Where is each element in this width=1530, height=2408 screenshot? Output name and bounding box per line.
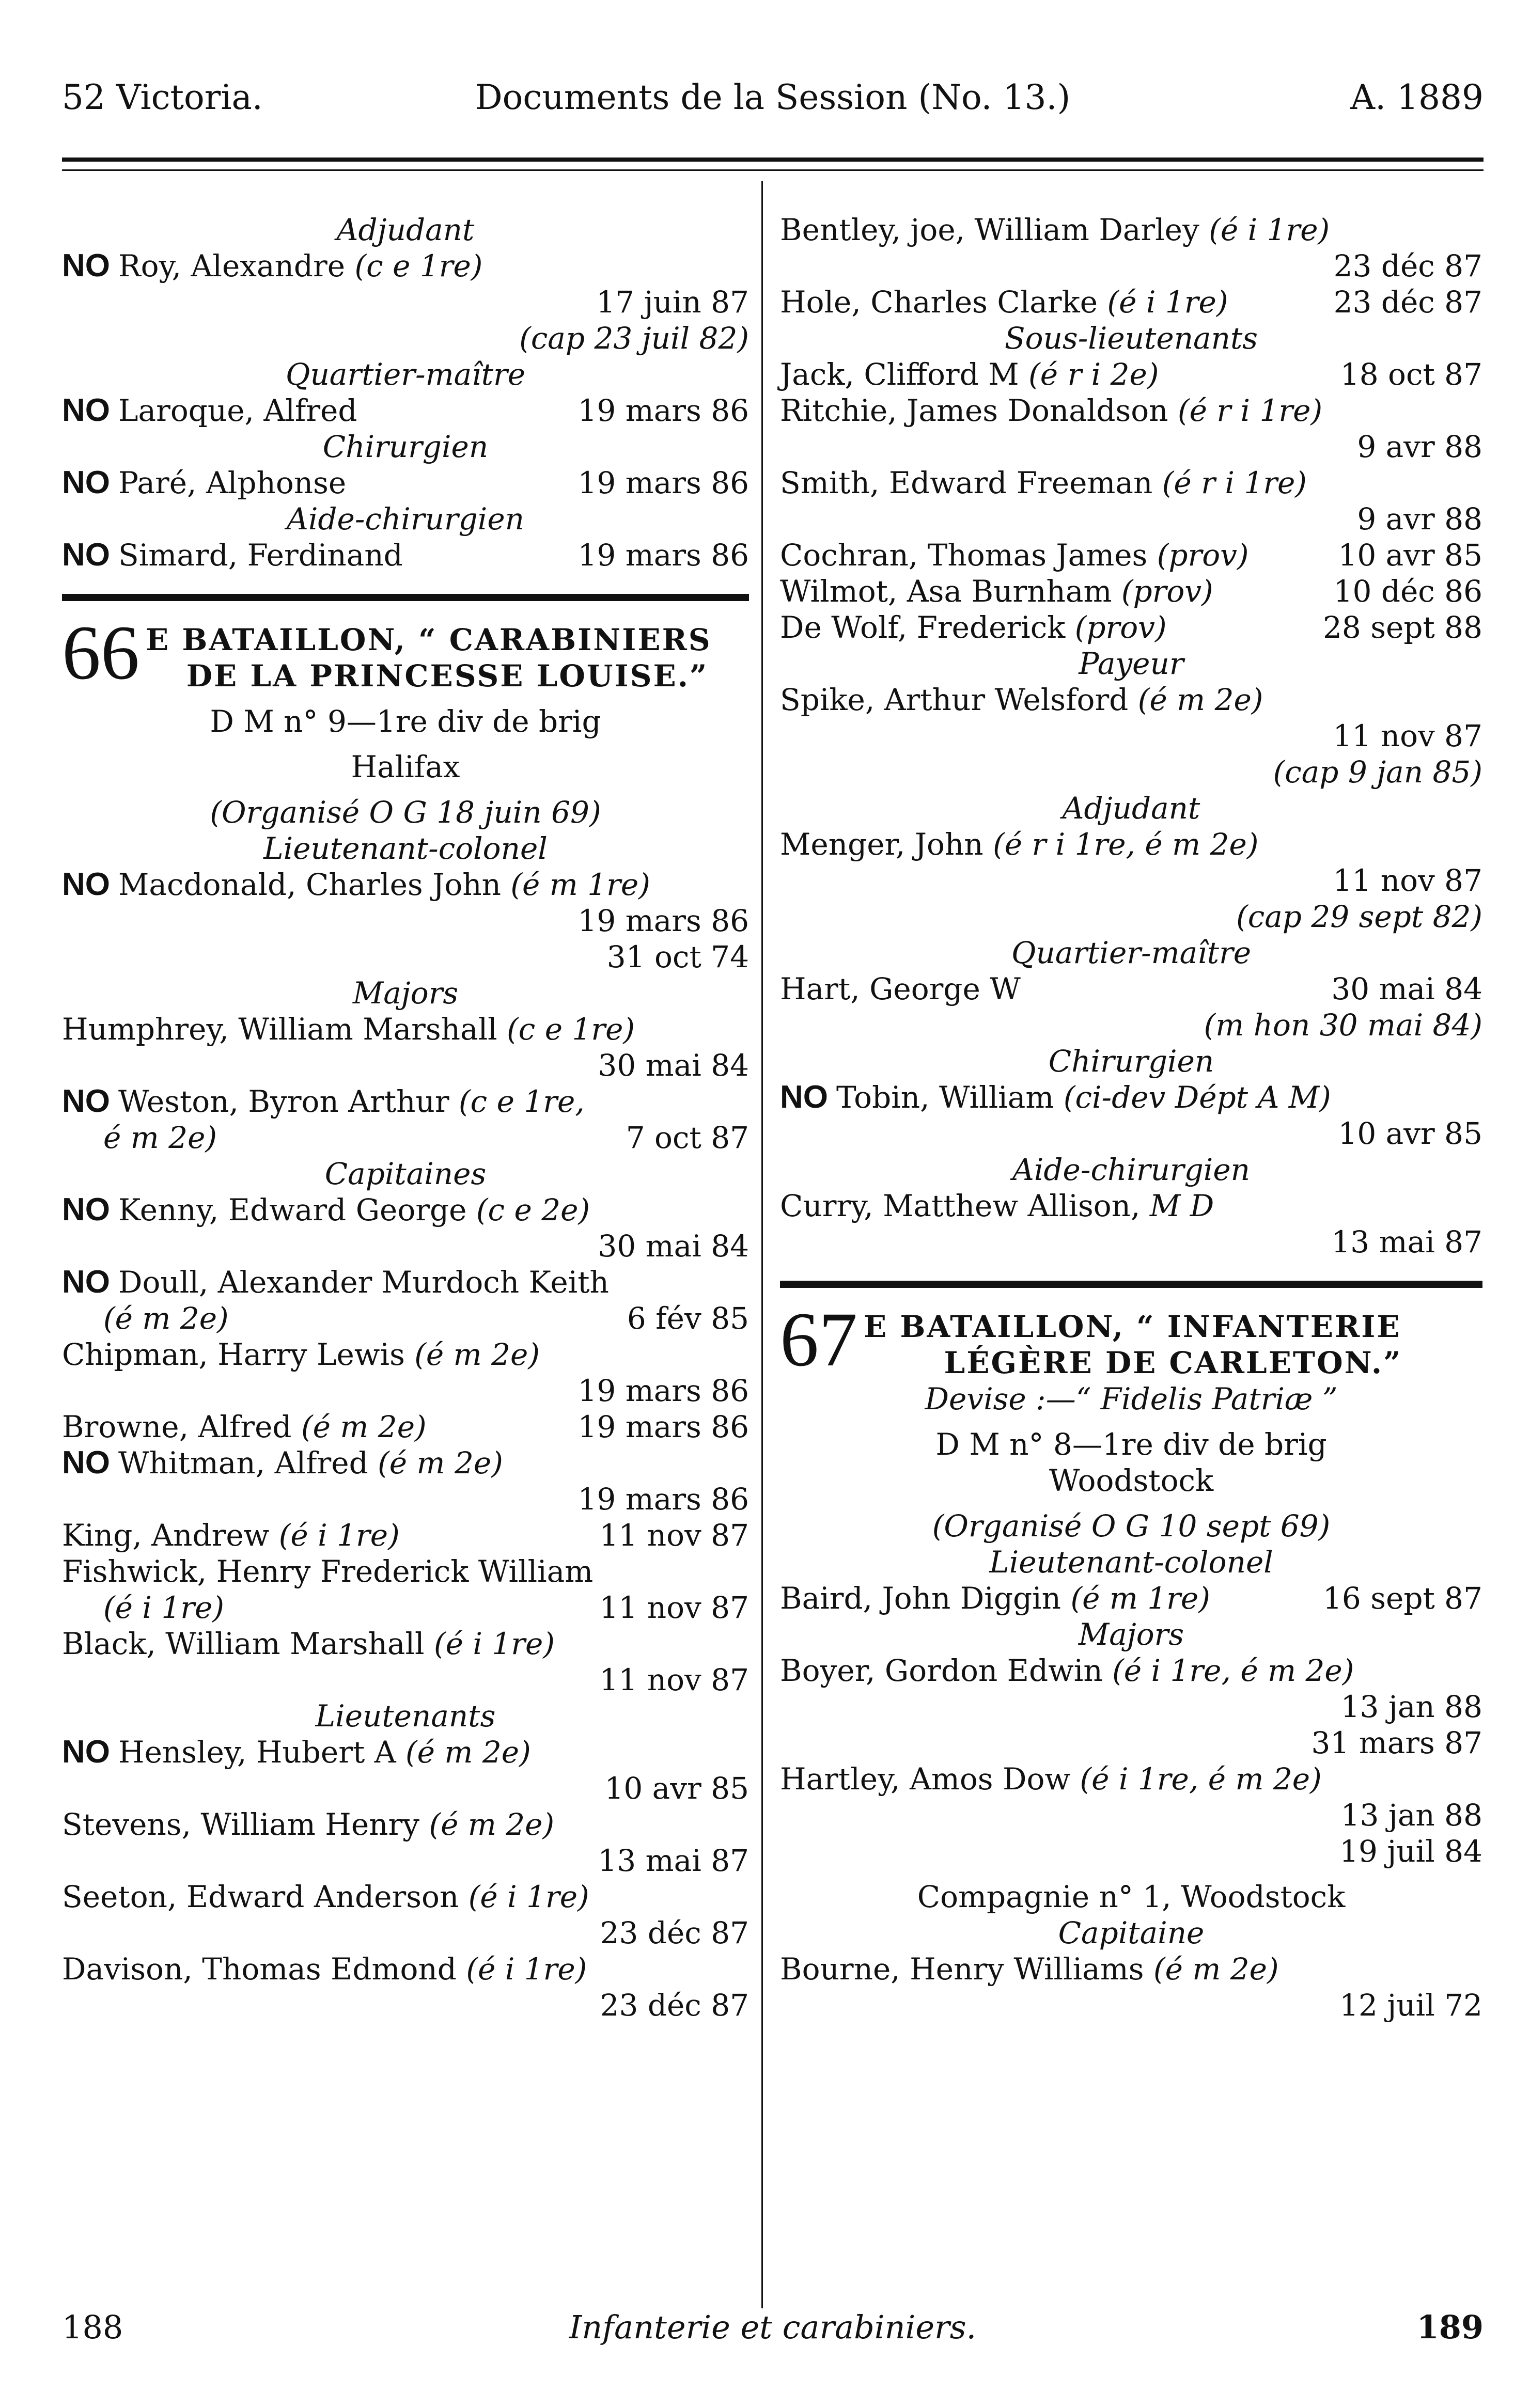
- section-title: Majors: [1078, 1617, 1184, 1652]
- entry: Bourne, Henry Williams (é m 2e): [780, 1951, 1279, 1987]
- entry: Hart, George W 30 mai 84: [780, 971, 1482, 1006]
- entry-note: (cap 9 jan 85): [1273, 754, 1482, 790]
- entry: NO Roy, Alexandre (c e 1re): [62, 248, 483, 284]
- entry: Baird, John Diggin (é m 1re) 16 sept 87: [780, 1581, 1482, 1616]
- entry-date: 19 mars 86: [577, 1373, 749, 1408]
- entry: Davison, Thomas Edmond (é i 1re): [62, 1951, 587, 1987]
- entry: NO Weston, Byron Arthur (c e 1re,: [62, 1083, 585, 1119]
- entry: Fishwick, Henry Frederick William: [62, 1554, 594, 1589]
- entry: NO Doull, Alexander Murdoch Keith: [62, 1264, 609, 1300]
- section-title: Lieutenant-colonel: [263, 831, 548, 866]
- header-rule-thin: [62, 169, 1484, 171]
- footer-caption: Infanterie et carabiniers.: [569, 2308, 977, 2346]
- running-header: [62, 77, 1484, 124]
- entry: NO Simard, Ferdinand 19 mars 86: [62, 537, 749, 573]
- entry: Boyer, Gordon Edwin (é i 1re, é m 2e): [780, 1653, 1354, 1688]
- section-title: Adjudant: [336, 212, 475, 247]
- motto: Devise :—“ Fidelis Patriæ ”: [925, 1381, 1338, 1417]
- entry: NO Macdonald, Charles John (é m 1re): [62, 867, 650, 902]
- entry: Menger, John (é r i 1re, é m 2e): [780, 827, 1259, 862]
- entry-cont: (é m 2e) 6 fév 85: [103, 1301, 749, 1336]
- section-title: Aide-chirurgien: [286, 501, 525, 537]
- section-title: Majors: [352, 975, 459, 1011]
- section-title: Adjudant: [1062, 791, 1200, 826]
- section-title: Chirurgien: [1048, 1044, 1214, 1079]
- entry: Browne, Alfred (é m 2e) 19 mars 86: [62, 1409, 749, 1444]
- header-title: Documents de la Session (No. 13.): [475, 77, 1071, 117]
- city: Halifax: [351, 749, 460, 784]
- section-title: Payeur: [1079, 646, 1184, 681]
- entry-date: 19 juil 84: [1339, 1834, 1482, 1869]
- entry: Spike, Arthur Welsford (é m 2e): [780, 682, 1263, 717]
- section-title: Sous-lieutenants: [1004, 321, 1258, 356]
- battalion-title: E BATAILLON, “ CARABINIERS: [146, 622, 712, 657]
- entry-date: 19 mars 86: [577, 1482, 749, 1517]
- header-volume: 52 Victoria.: [62, 77, 263, 117]
- entry-note: (m hon 30 mai 84): [1204, 1008, 1482, 1043]
- section-title: Aide-chirurgien: [1012, 1152, 1251, 1187]
- entry: De Wolf, Frederick (prov) 28 sept 88: [780, 610, 1482, 645]
- entry-note: (cap 29 sept 82): [1236, 899, 1482, 934]
- entry-date: 23 déc 87: [600, 1915, 749, 1950]
- battalion-number: 66: [62, 610, 139, 696]
- entry-date: 13 mai 87: [1331, 1224, 1482, 1260]
- entry-date: 30 mai 84: [598, 1048, 749, 1083]
- entry-date: 19 mars 86: [577, 903, 749, 938]
- left-column: [62, 212, 749, 2023]
- entry-date: 13 jan 88: [1340, 1798, 1482, 1833]
- entry: Chipman, Harry Lewis (é m 2e): [62, 1337, 540, 1372]
- entry: King, Andrew (é i 1re) 11 nov 87: [62, 1518, 749, 1553]
- entry-date: 17 juin 87: [596, 285, 749, 320]
- entry-date: 9 avr 88: [1357, 501, 1482, 537]
- battalion-subtitle: DE LA PRINCESSE LOUISE.”: [186, 658, 709, 694]
- entry-date: 13 mai 87: [598, 1843, 749, 1878]
- header-rule-thick: [62, 158, 1484, 162]
- battalion-heading: [780, 1297, 1482, 1382]
- footer-page-left: 188: [62, 2308, 123, 2346]
- city: Woodstock: [1049, 1463, 1214, 1498]
- entry: Hole, Charles Clarke (é i 1re) 23 déc 87: [780, 285, 1482, 320]
- header-year: A. 1889: [1350, 77, 1484, 117]
- entry: Wilmot, Asa Burnham (prov) 10 déc 86: [780, 574, 1482, 609]
- right-column: [780, 212, 1482, 2023]
- entry: Humphrey, William Marshall (c e 1re): [62, 1012, 635, 1047]
- entry-date: 11 nov 87: [1333, 863, 1482, 898]
- section-title: Capitaines: [324, 1156, 487, 1191]
- entry-date: 11 nov 87: [599, 1662, 749, 1697]
- section-title: Quartier-maître: [285, 357, 526, 392]
- entry: NO Hensley, Hubert A (é m 2e): [62, 1734, 531, 1770]
- section-rule: [62, 594, 749, 601]
- entry: Stevens, William Henry (é m 2e): [62, 1807, 555, 1842]
- entry-date: 31 oct 74: [606, 939, 749, 974]
- battalion-number: 67: [780, 1297, 857, 1382]
- entry: Curry, Matthew Allison, M D: [780, 1188, 1214, 1223]
- organized: (Organisé O G 18 juin 69): [210, 795, 601, 830]
- entry-date: 12 juil 72: [1339, 1988, 1482, 2023]
- district: D M n° 9—1re div de brig: [210, 704, 601, 739]
- entry: Smith, Edward Freeman (é r i 1re): [780, 465, 1307, 500]
- battalion-heading: [62, 610, 749, 696]
- section-title: Lieutenant-colonel: [989, 1545, 1273, 1580]
- entry-date: 23 déc 87: [1333, 248, 1482, 284]
- entry: Cochran, Thomas James (prov) 10 avr 85: [780, 538, 1482, 573]
- section-title: Capitaine: [1058, 1915, 1205, 1950]
- page-footer: [62, 2308, 1484, 2350]
- section-title: Lieutenants: [315, 1698, 496, 1734]
- entry-date: 30 mai 84: [598, 1229, 749, 1264]
- entry-date: 13 jan 88: [1340, 1689, 1482, 1724]
- entry-date: 23 déc 87: [600, 1988, 749, 2023]
- entry: Bentley, joe, William Darley (é i 1re): [780, 212, 1330, 247]
- entry: Ritchie, James Donaldson (é r i 1re): [780, 393, 1323, 428]
- battalion-title: E BATAILLON, “ INFANTERIE: [864, 1309, 1401, 1344]
- entry: NO Kenny, Edward George (c e 2e): [62, 1192, 590, 1227]
- entry-date: 10 avr 85: [604, 1771, 749, 1806]
- entry-date: 9 avr 88: [1357, 429, 1482, 464]
- entry: Seeton, Edward Anderson (é i 1re): [62, 1879, 589, 1914]
- entry-cont: é m 2e) 7 oct 87: [103, 1120, 749, 1155]
- battalion-subtitle: LÉGÈRE DE CARLETON.”: [944, 1345, 1402, 1380]
- section-title: Chirurgien: [322, 429, 489, 464]
- entry: NO Paré, Alphonse 19 mars 86: [62, 465, 749, 500]
- entry: NO Laroque, Alfred 19 mars 86: [62, 392, 749, 428]
- entry-note: (cap 23 juil 82): [519, 321, 749, 356]
- entry-date: 31 mars 87: [1311, 1725, 1482, 1760]
- entry: Hartley, Amos Dow (é i 1re, é m 2e): [780, 1761, 1322, 1797]
- entry: NO Tobin, William (ci-dev Dépt A M): [780, 1079, 1331, 1115]
- entry-cont: (é i 1re) 11 nov 87: [103, 1590, 749, 1625]
- company-title: Compagnie n° 1, Woodstock: [917, 1879, 1346, 1914]
- section-title: Quartier-maître: [1011, 935, 1252, 970]
- section-rule: [780, 1281, 1482, 1288]
- entry-date: 10 avr 85: [1338, 1116, 1482, 1151]
- entry: NO Whitman, Alfred (é m 2e): [62, 1445, 503, 1481]
- entry: Jack, Clifford M (é r i 2e) 18 oct 87: [780, 357, 1482, 392]
- entry: Black, William Marshall (é i 1re): [62, 1626, 555, 1661]
- entry-date: 11 nov 87: [1333, 718, 1482, 753]
- organized: (Organisé O G 10 sept 69): [932, 1508, 1331, 1544]
- column-divider: [761, 181, 763, 2308]
- district: D M n° 8—1re div de brig: [935, 1427, 1327, 1462]
- footer-page-right: 189: [1416, 2308, 1484, 2346]
